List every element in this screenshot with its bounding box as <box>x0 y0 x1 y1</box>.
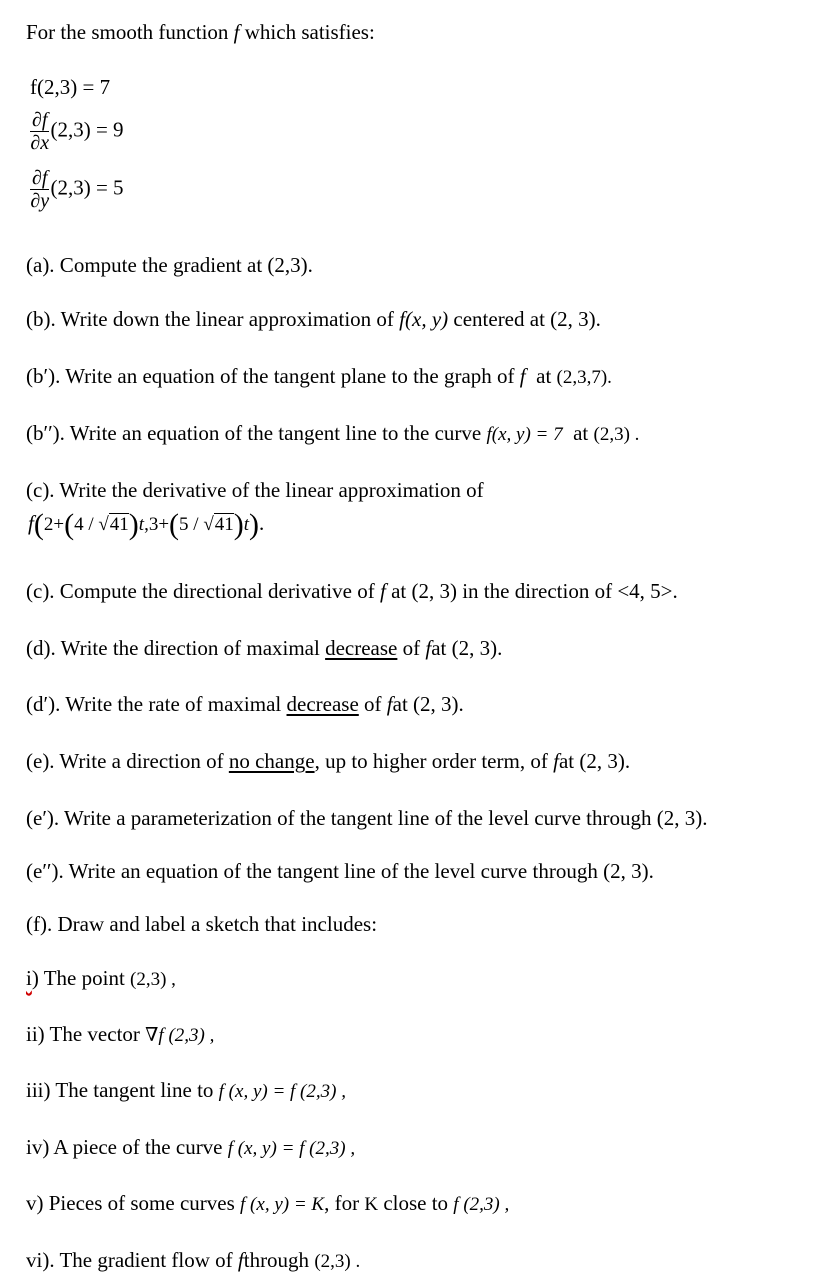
qb-post: centered at (2, 3). <box>453 307 601 331</box>
paren-3: ( <box>169 508 180 541</box>
item-v-k: K <box>364 1194 379 1215</box>
qd1-f: f <box>386 692 393 716</box>
intro-f: f <box>233 20 240 44</box>
item-v-for: , for <box>324 1191 360 1215</box>
item-iv <box>26 1135 355 1160</box>
qc1-t2: t <box>243 514 250 535</box>
intro-line <box>26 20 375 45</box>
frac-den: ∂y <box>30 190 50 212</box>
item-iii-math: f (x, y) = f (2,3) , <box>218 1081 346 1102</box>
qb-math: f(x, y) <box>399 307 449 331</box>
qc2-pre: (c). Compute the directional derivative of <box>26 579 375 603</box>
qc1-t1: t <box>138 514 145 535</box>
sqrt-value-2: 41 <box>214 514 234 535</box>
item-v-text: v) Pieces of some curves <box>26 1191 235 1215</box>
intro-end: which satisfies: <box>244 20 375 44</box>
qb-pre: (b). Write down the linear approximation of <box>26 307 394 331</box>
item-v <box>26 1191 509 1216</box>
item-vi-through: through <box>243 1248 310 1272</box>
intro-text: For the smooth function <box>26 20 229 44</box>
qd1-post: at (2, 3). <box>392 692 464 716</box>
qd1-mid: of <box>364 692 382 716</box>
qe-pre: (e). Write a direction of <box>26 749 224 773</box>
qd-pre: (d). Write the direction of maximal <box>26 636 320 660</box>
qc1-d: 5 / <box>179 514 204 535</box>
frac-den: ∂x <box>30 132 50 154</box>
question-a <box>26 253 313 278</box>
qb1-at: at <box>536 364 552 388</box>
item-iii <box>26 1078 346 1103</box>
question-d1 <box>26 692 464 717</box>
given-2-rest: (2,3) = 9 <box>50 117 124 142</box>
partial-x-fraction <box>30 110 49 153</box>
qd-underline: decrease <box>325 636 398 660</box>
qc1-a: 2+ <box>43 514 65 535</box>
item-i-math: (2,3) , <box>130 969 176 990</box>
qc1-f: f <box>28 511 34 535</box>
frac-num: ∂f <box>32 109 48 131</box>
qc2-f: f <box>379 579 386 603</box>
frac-num: ∂f <box>32 167 48 189</box>
item-vi-math: (2,3) . <box>314 1251 361 1272</box>
question-e <box>26 749 630 774</box>
qb2-math: f(x, y) = 7 <box>486 424 563 445</box>
item-vi-text: vi). The gradient flow of <box>26 1248 233 1272</box>
given-2 <box>30 110 124 153</box>
partial-y-fraction <box>30 168 49 211</box>
item-ii-math: ∇f (2,3) , <box>145 1025 215 1046</box>
qc1-c: ,3+ <box>144 514 170 535</box>
qc1-dot: . <box>259 511 265 535</box>
item-vi <box>26 1248 360 1273</box>
given-1 <box>30 75 110 100</box>
question-c2 <box>26 579 678 604</box>
sqrt-value-1: 41 <box>109 514 129 535</box>
qb1-math: (2,3,7). <box>556 367 612 388</box>
question-a-text: (a). Compute the gradient at (2,3). <box>26 253 313 277</box>
item-iv-text: iv) A piece of the curve <box>26 1135 223 1159</box>
sqrt-symbol-2: √ <box>203 514 214 535</box>
paren-close: ) <box>249 508 260 541</box>
question-c1-expression <box>28 510 264 540</box>
item-vi-f: f <box>237 1248 244 1272</box>
qd-post: at (2, 3). <box>431 636 503 660</box>
item-ii <box>26 1022 214 1047</box>
question-f <box>26 912 377 937</box>
qd-mid: of <box>402 636 421 660</box>
item-v-close-to: close to <box>383 1191 449 1215</box>
qe-post: at (2, 3). <box>558 749 631 773</box>
qb2-at: at <box>573 421 589 445</box>
qf-text: (f). Draw and label a sketch that includes: <box>26 912 378 936</box>
qd1-pre: (d′). Write the rate of maximal <box>26 692 282 716</box>
paren-1: ( <box>64 508 75 541</box>
item-i-text: ) The point <box>31 966 125 990</box>
item-iii-text: iii) The tangent line to <box>26 1078 214 1102</box>
given-3 <box>30 168 124 211</box>
question-d <box>26 636 502 661</box>
question-e1 <box>26 806 708 831</box>
sqrt-symbol-1: √ <box>98 514 109 535</box>
qc2-post: at (2, 3) in the direction of <4, 5>. <box>391 579 678 603</box>
item-ii-text: ii) The vector <box>26 1022 140 1046</box>
qe-f: f <box>553 749 559 773</box>
qd-f: f <box>425 636 432 660</box>
qc1-b: 4 / <box>74 514 99 535</box>
qb1-f: f <box>519 364 526 388</box>
item-iv-math: f (x, y) = f (2,3) , <box>227 1138 356 1159</box>
qe1-text: (e′). Write a parameterization of the tangent line of the level curve through (2, 3). <box>26 806 708 830</box>
qb1-pre: (b′). Write an equation of the tangent plane to the graph of <box>26 364 515 388</box>
question-b2 <box>26 421 639 446</box>
qb2-pre: (b′′). Write an equation of the tangent line to the curve <box>26 421 482 445</box>
item-v-math2: f (2,3) , <box>453 1194 510 1215</box>
paren-open: ( <box>33 508 44 541</box>
paren-2: ) <box>128 508 139 541</box>
paren-4: ) <box>233 508 244 541</box>
question-b1 <box>26 364 612 389</box>
qe2-text: (e′′). Write an equation of the tangent line of the level curve through (2, 3). <box>26 859 654 883</box>
question-e2 <box>26 859 654 884</box>
question-c1 <box>26 478 484 503</box>
qb2-math2: (2,3) . <box>593 424 640 445</box>
item-i-label: i <box>26 966 32 990</box>
qc1-line1: (c). Write the derivative of the linear approximation of <box>26 478 484 502</box>
item-v-math: f (x, y) = K <box>240 1194 325 1215</box>
qe-underline: no change <box>228 749 315 773</box>
item-i <box>26 966 176 991</box>
given-1-text: f(2,3) = 7 <box>30 75 111 99</box>
qe-mid: , up to higher order term, of <box>314 749 548 773</box>
question-b <box>26 307 601 332</box>
given-3-rest: (2,3) = 5 <box>50 175 124 200</box>
qd1-underline: decrease <box>286 692 359 716</box>
